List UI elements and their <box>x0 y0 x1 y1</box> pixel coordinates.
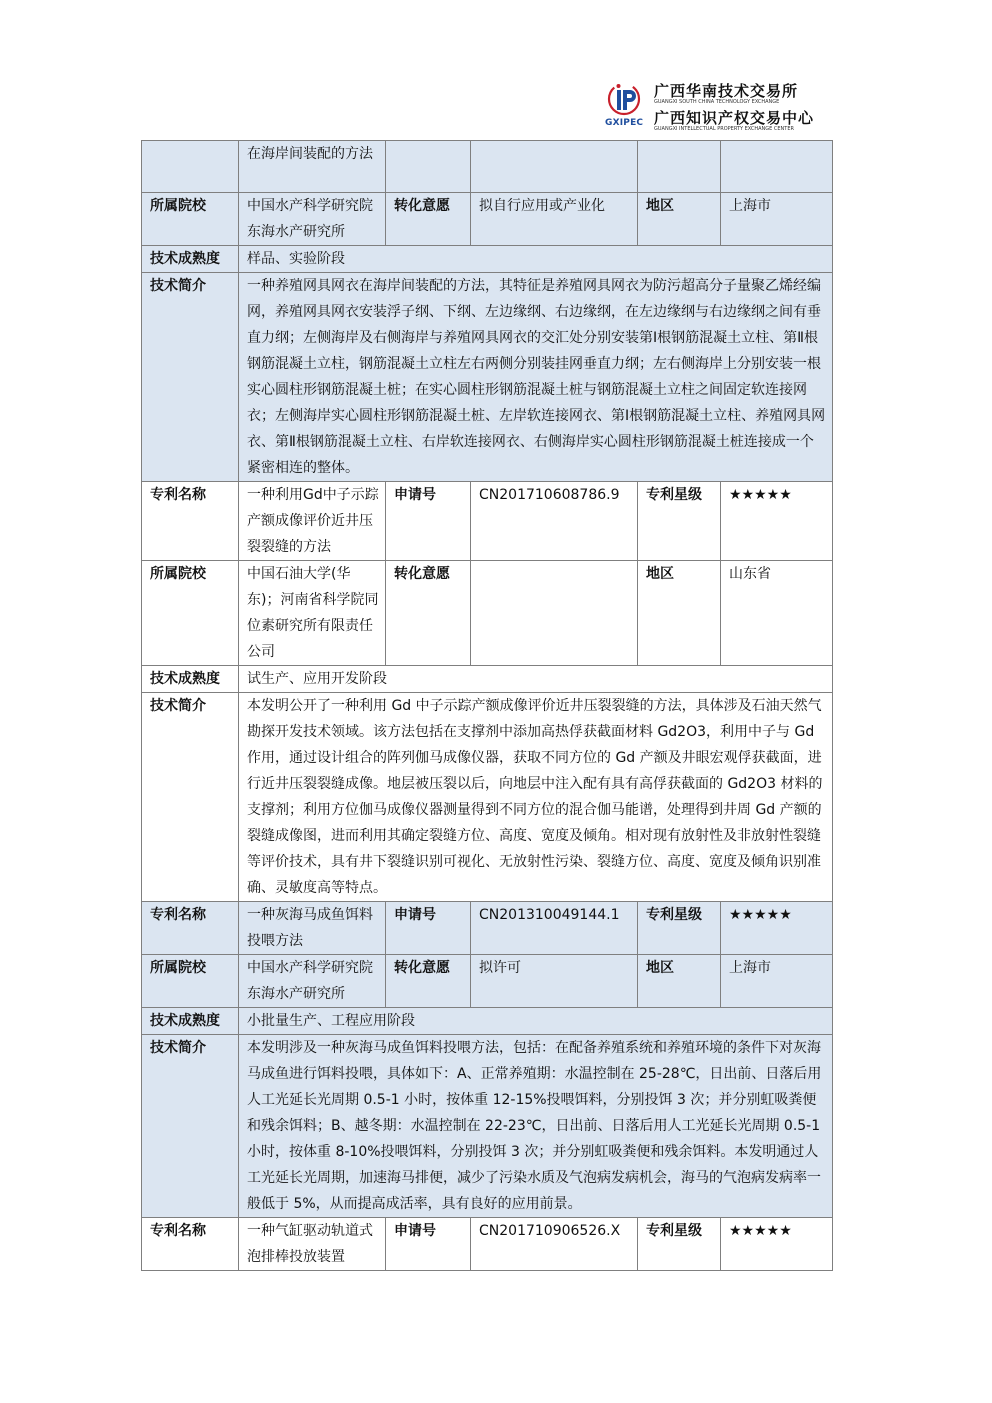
institution-value: 中国石油大学(华东)；河南省科学院同位素研究所有限责任公司 <box>239 561 386 666</box>
exchange-logo <box>603 80 828 136</box>
institution-label: 所属院校 <box>142 955 239 1008</box>
org-subtitle-primary: GUANGXI SOUTH CHINA TECHNOLOGY EXCHANGE <box>654 99 780 105</box>
logo-abbreviation: GXIPEC <box>605 118 644 128</box>
table-row <box>142 561 833 666</box>
table-row <box>142 482 833 561</box>
intent-value <box>471 561 638 666</box>
patent-name-cell: 在海岸间装配的方法 <box>239 141 386 193</box>
summary-label: 技术简介 <box>142 1035 239 1218</box>
maturity-label: 技术成熟度 <box>142 666 239 693</box>
region-value: 上海市 <box>721 193 833 246</box>
stars-value: ★★★★★ <box>721 1218 833 1271</box>
app-no-value: CN201710608786.9 <box>471 482 638 561</box>
summary-value: 本发明公开了一种利用 Gd 中子示踪产额成像评价近井压裂裂缝的方法，具体涉及石油天然气勘探开发技术领域。该方法包括在支撑剂中添加高热俘获截面材料 Gd2O3，利用中子与 Gd 作用，通过设计组合的阵列伽马成像仪器，获取不同方位的 Gd 产额及井眼宏观俘获截面，进行近井压裂裂缝成像。地层被压裂以后，向地层中注入配有具有高俘获截面的 Gd2O3 材料的支撑剂；利用方位伽马成像仪器测量得到不同方位的混合伽马能谱，处理得到井周 Gd 产额的裂缝成像图，进而利用其确定裂缝方位、高度、宽度及倾角。相对现有放射性及非放射性裂缝等评价技术，具有井下裂缝识别可视化、无放射性污染、裂缝方位、高度、宽度及倾角识别准确、灵敏度高等特点。 <box>239 693 833 902</box>
stars-label: 专利星级 <box>638 902 721 955</box>
table-row <box>142 693 833 902</box>
table-row <box>142 1008 833 1035</box>
intent-value: 拟自行应用或产业化 <box>471 193 638 246</box>
maturity-label: 技术成熟度 <box>142 246 239 273</box>
institution-value: 中国水产科学研究院东海水产研究所 <box>239 193 386 246</box>
app-no-label: 申请号 <box>386 482 471 561</box>
table-row <box>142 141 833 193</box>
table-row <box>142 1218 833 1271</box>
institution-label: 所属院校 <box>142 193 239 246</box>
region-label: 地区 <box>638 193 721 246</box>
region-label: 地区 <box>638 561 721 666</box>
maturity-label: 技术成熟度 <box>142 1008 239 1035</box>
intent-label: 转化意愿 <box>386 193 471 246</box>
intent-value: 拟许可 <box>471 955 638 1008</box>
intent-label: 转化意愿 <box>386 955 471 1008</box>
app-no-label: 申请号 <box>386 1218 471 1271</box>
patent-name-value: 一种利用Gd中子示踪产额成像评价近井压裂裂缝的方法 <box>239 482 386 561</box>
table-row <box>142 246 833 273</box>
patent-table <box>141 140 833 1271</box>
maturity-value: 小批量生产、工程应用阶段 <box>239 1008 833 1035</box>
intent-label: 转化意愿 <box>386 561 471 666</box>
app-no-label: 申请号 <box>386 902 471 955</box>
summary-value: 一种养殖网具网衣在海岸间装配的方法，其特征是养殖网具网衣为防污超高分子量聚乙烯经编网，养殖网具网衣安装浮子纲、下纲、左边缘纲、右边缘纲，在左边缘纲与右边缘纲之间有垂直力纲；左侧海岸及右侧海岸与养殖网具网衣的交汇处分别安装第Ⅰ根钢筋混凝土立柱、第Ⅱ根钢筋混凝土立柱，钢筋混凝土立柱左右两侧分别装挂网垂直力纲；左右侧海岸上分别安装一根实心圆柱形钢筋混凝土桩；在实心圆柱形钢筋混凝土桩与钢筋混凝土立柱之间固定软连接网衣；左侧海岸实心圆柱形钢筋混凝土桩、左岸软连接网衣、第Ⅰ根钢筋混凝土立柱、养殖网具网衣、第Ⅱ根钢筋混凝土立柱、右岸软连接网衣、右侧海岸实心圆柱形钢筋混凝土桩连接成一个紧密相连的整体。 <box>239 273 833 482</box>
region-value: 山东省 <box>721 561 833 666</box>
institution-label: 所属院校 <box>142 561 239 666</box>
label-cell <box>142 141 239 193</box>
patent-name-label: 专利名称 <box>142 1218 239 1271</box>
patent-name-value: 一种气缸驱动轨道式泡排棒投放装置 <box>239 1218 386 1271</box>
app-no-value: CN201310049144.1 <box>471 902 638 955</box>
stars-value: ★★★★★ <box>721 482 833 561</box>
org-title-primary: 广西华南技术交易所 <box>654 82 799 100</box>
patent-name-label: 专利名称 <box>142 482 239 561</box>
patent-name-label: 专利名称 <box>142 902 239 955</box>
stars-label: 专利星级 <box>638 482 721 561</box>
stars-label: 专利星级 <box>638 1218 721 1271</box>
maturity-value: 试生产、应用开发阶段 <box>239 666 833 693</box>
app-no-value: CN201710906526.X <box>471 1218 638 1271</box>
org-subtitle-secondary: GUANGXI INTELLECTUAL PROPERTY EXCHANGE CENTER <box>654 126 794 132</box>
region-label: 地区 <box>638 955 721 1008</box>
table-row <box>142 902 833 955</box>
region-value: 上海市 <box>721 955 833 1008</box>
table-row <box>142 1035 833 1218</box>
summary-value: 本发明涉及一种灰海马成鱼饵料投喂方法，包括：在配备养殖系统和养殖环境的条件下对灰海马成鱼进行饵料投喂，具体如下：A、正常养殖期：水温控制在 25-28℃，日出前、日落后用人工光延长光周期 0.5-1 小时，按体重 12-15%投喂饵料，分别投饵 3 次；并分别虹吸粪便和残余饵料；B、越冬期：水温控制在 22-23℃，日出前、日落后用人工光延长光周期 0.5-1 小时，按体重 8-10%投喂饵料，分别投饵 3 次；并分别虹吸粪便和残余饵料。本发明通过人工光延长光周期，加速海马排便，减少了污染水质及气泡病发病机会，海马的气泡病发病率一般低于 5%，从而提高成活率，具有良好的应用前景。 <box>239 1035 833 1218</box>
patent-name-value: 一种灰海马成鱼饵料投喂方法 <box>239 902 386 955</box>
table-row <box>142 955 833 1008</box>
institution-value: 中国水产科学研究院东海水产研究所 <box>239 955 386 1008</box>
summary-label: 技术简介 <box>142 693 239 902</box>
maturity-value: 样品、实验阶段 <box>239 246 833 273</box>
stars-value: ★★★★★ <box>721 902 833 955</box>
table-row <box>142 193 833 246</box>
table-row <box>142 273 833 482</box>
summary-label: 技术简介 <box>142 273 239 482</box>
table-row <box>142 666 833 693</box>
org-title-secondary: 广西知识产权交易中心 <box>654 109 815 127</box>
